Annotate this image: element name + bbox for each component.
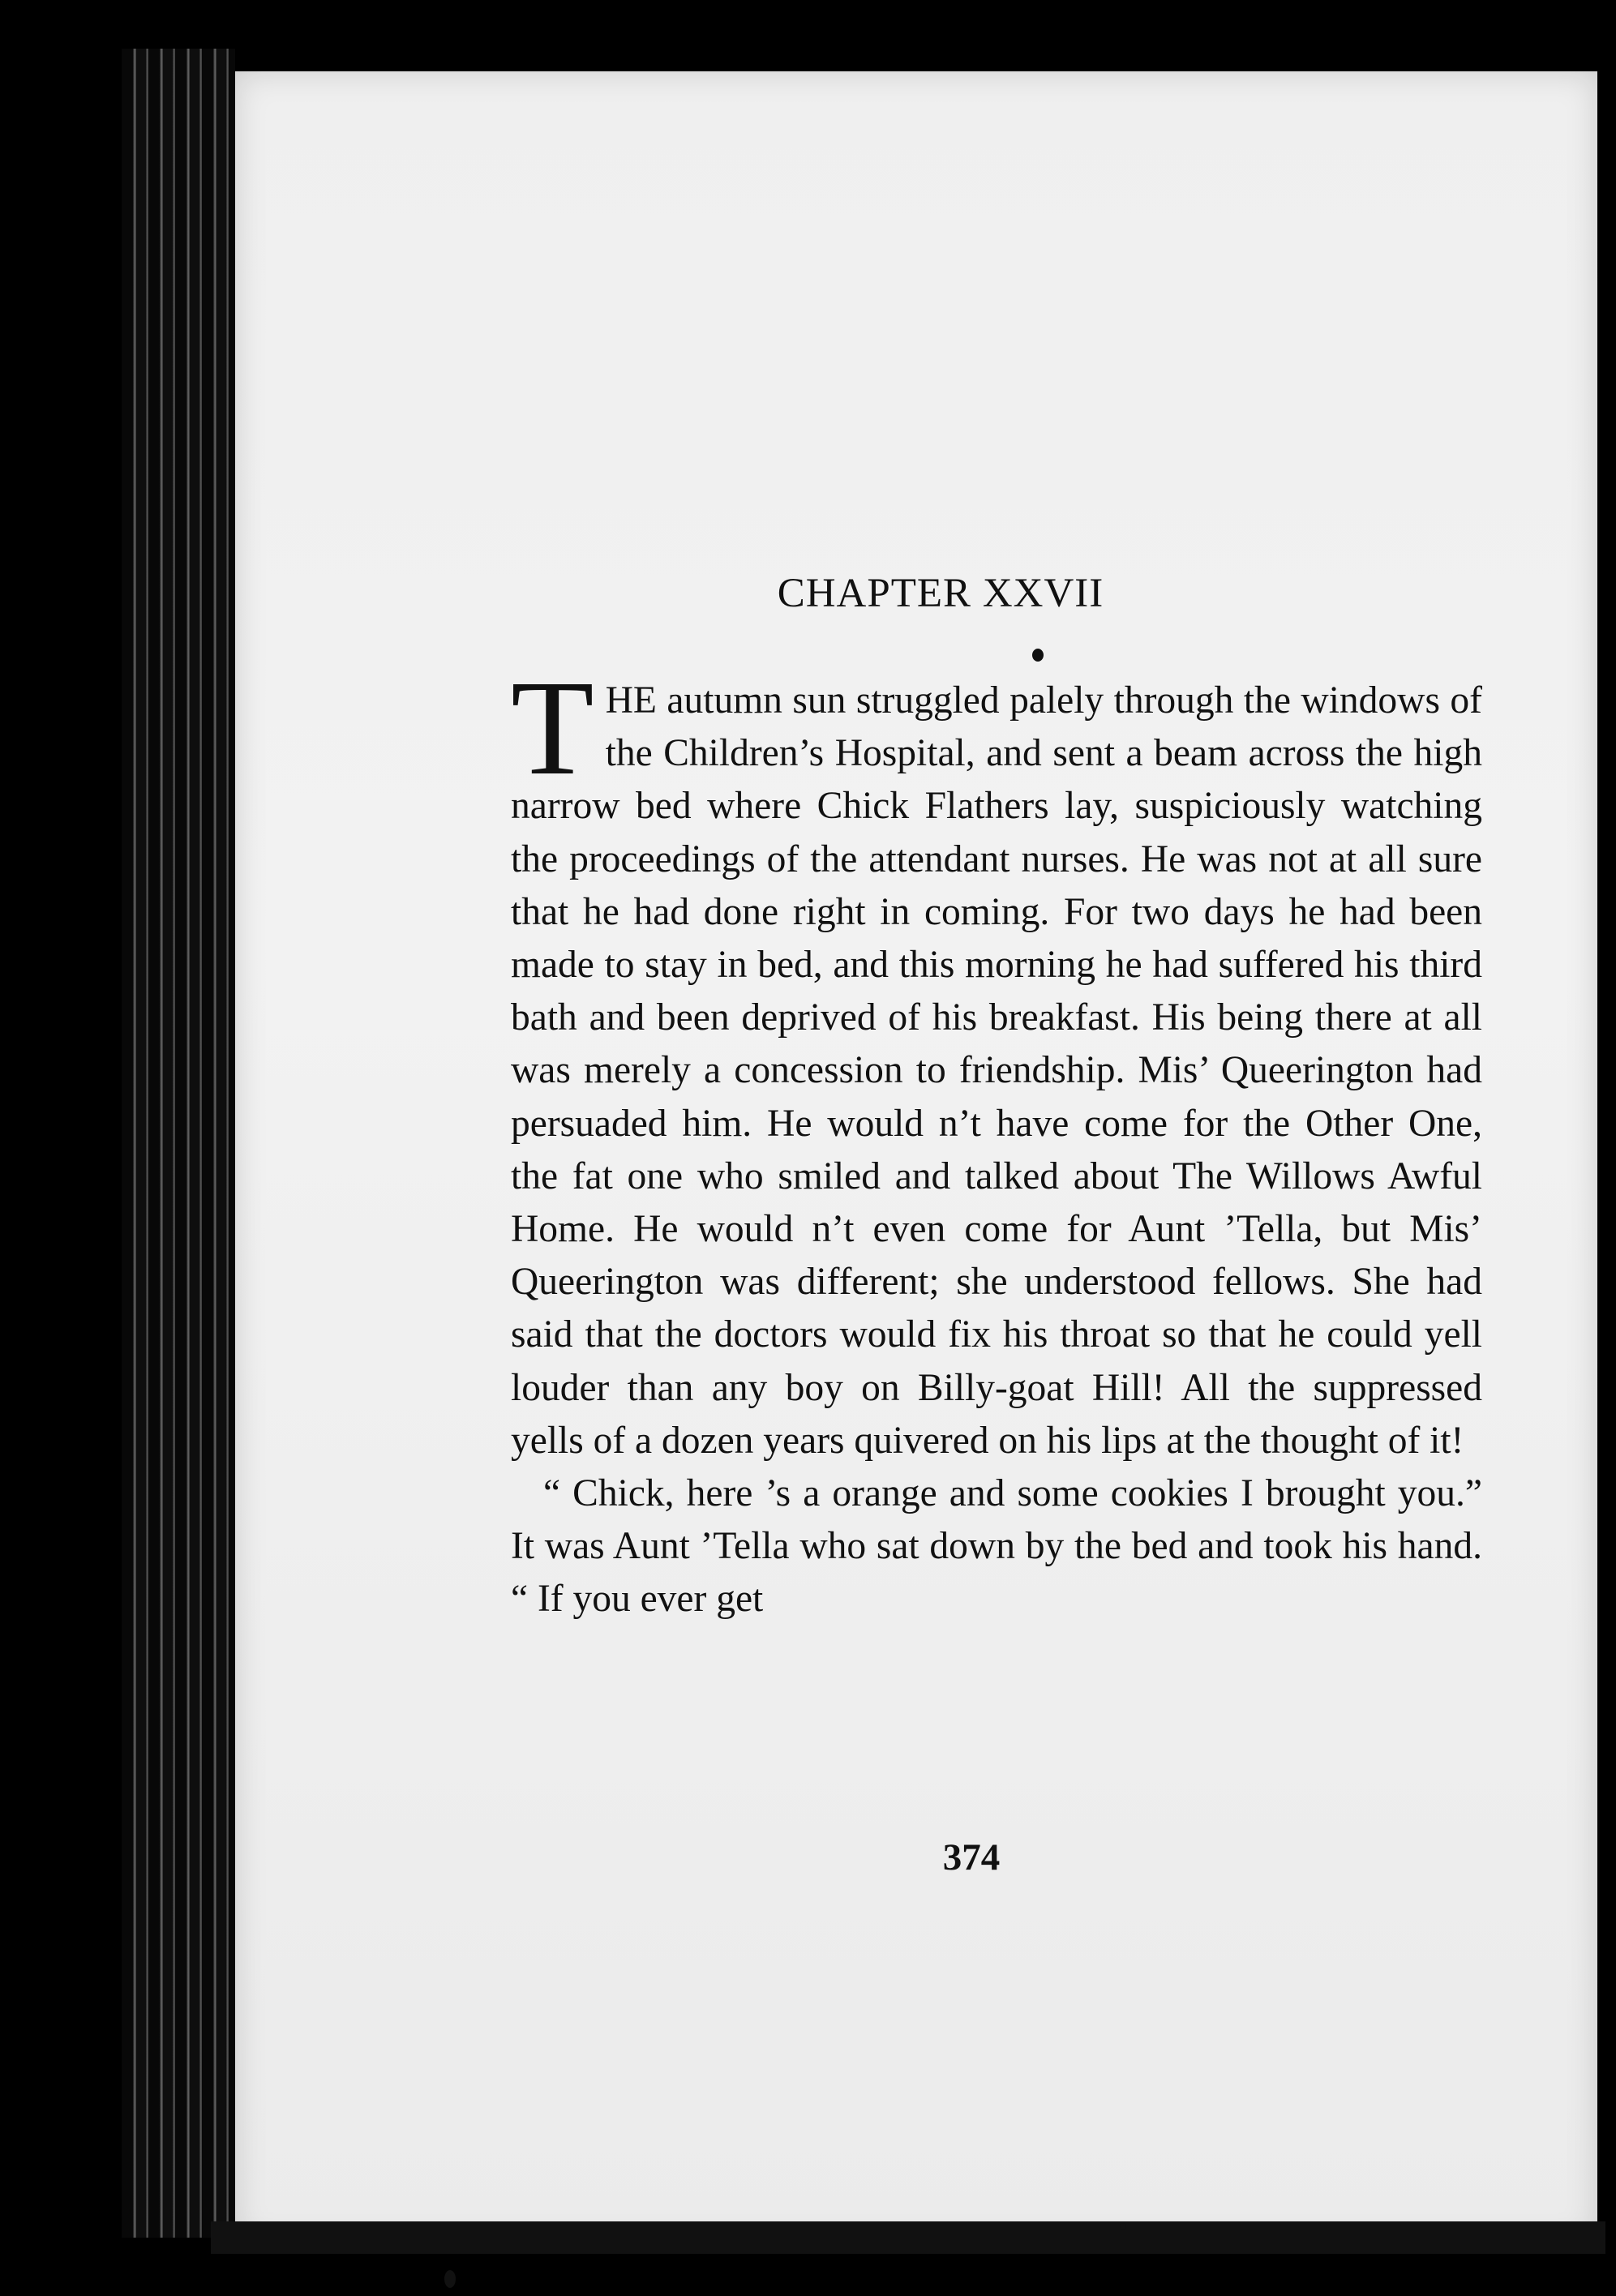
dust-speck [444,2270,456,2288]
book-spine-edge [122,49,235,2238]
drop-cap: T [511,653,594,803]
chapter-heading: CHAPTER XXVII [777,571,1104,616]
paragraph-1 [511,653,1482,1467]
dust-speck [1120,2223,1126,2230]
paragraph-1-text: HE autumn sun struggled palely through the windows of the Children’s Hospital, and sent a beam across the high narrow bed where Chick Flathers lay, suspiciously watching the proceedings of the attendant nurses. He was not at all sure that he had done right in coming. For two days he had been made to stay in bed, and this morning he had suffered his third bath and been deprived of his breakfast. His being there at all was merely a concession to friendship. Mis’ Queerington had persuaded him. He would n’t have come for the Other One, the fat one who smiled and talked about The Willows Awful Home. He would n’t even come for Aunt ’Tella, but Mis’ Queerington was different; she understood fellows. She had said that the doctors would fix his throat so that he could yell louder than any boy on Billy-goat Hill! All the suppressed yells of a dozen years quivered on his lips at the thought of it! [511,679,1482,1462]
page-bottom-shadow [211,2221,1605,2254]
chapter-body [511,653,1482,1626]
page-number: 374 [942,1836,1001,1878]
paragraph-2: “ Chick, here ’s a orange and some cookies I brought you.” It was Aunt ’Tella who sat down by the bed and took his hand. “ If you ever get [511,1472,1482,1621]
ornament-dot [1032,649,1044,662]
